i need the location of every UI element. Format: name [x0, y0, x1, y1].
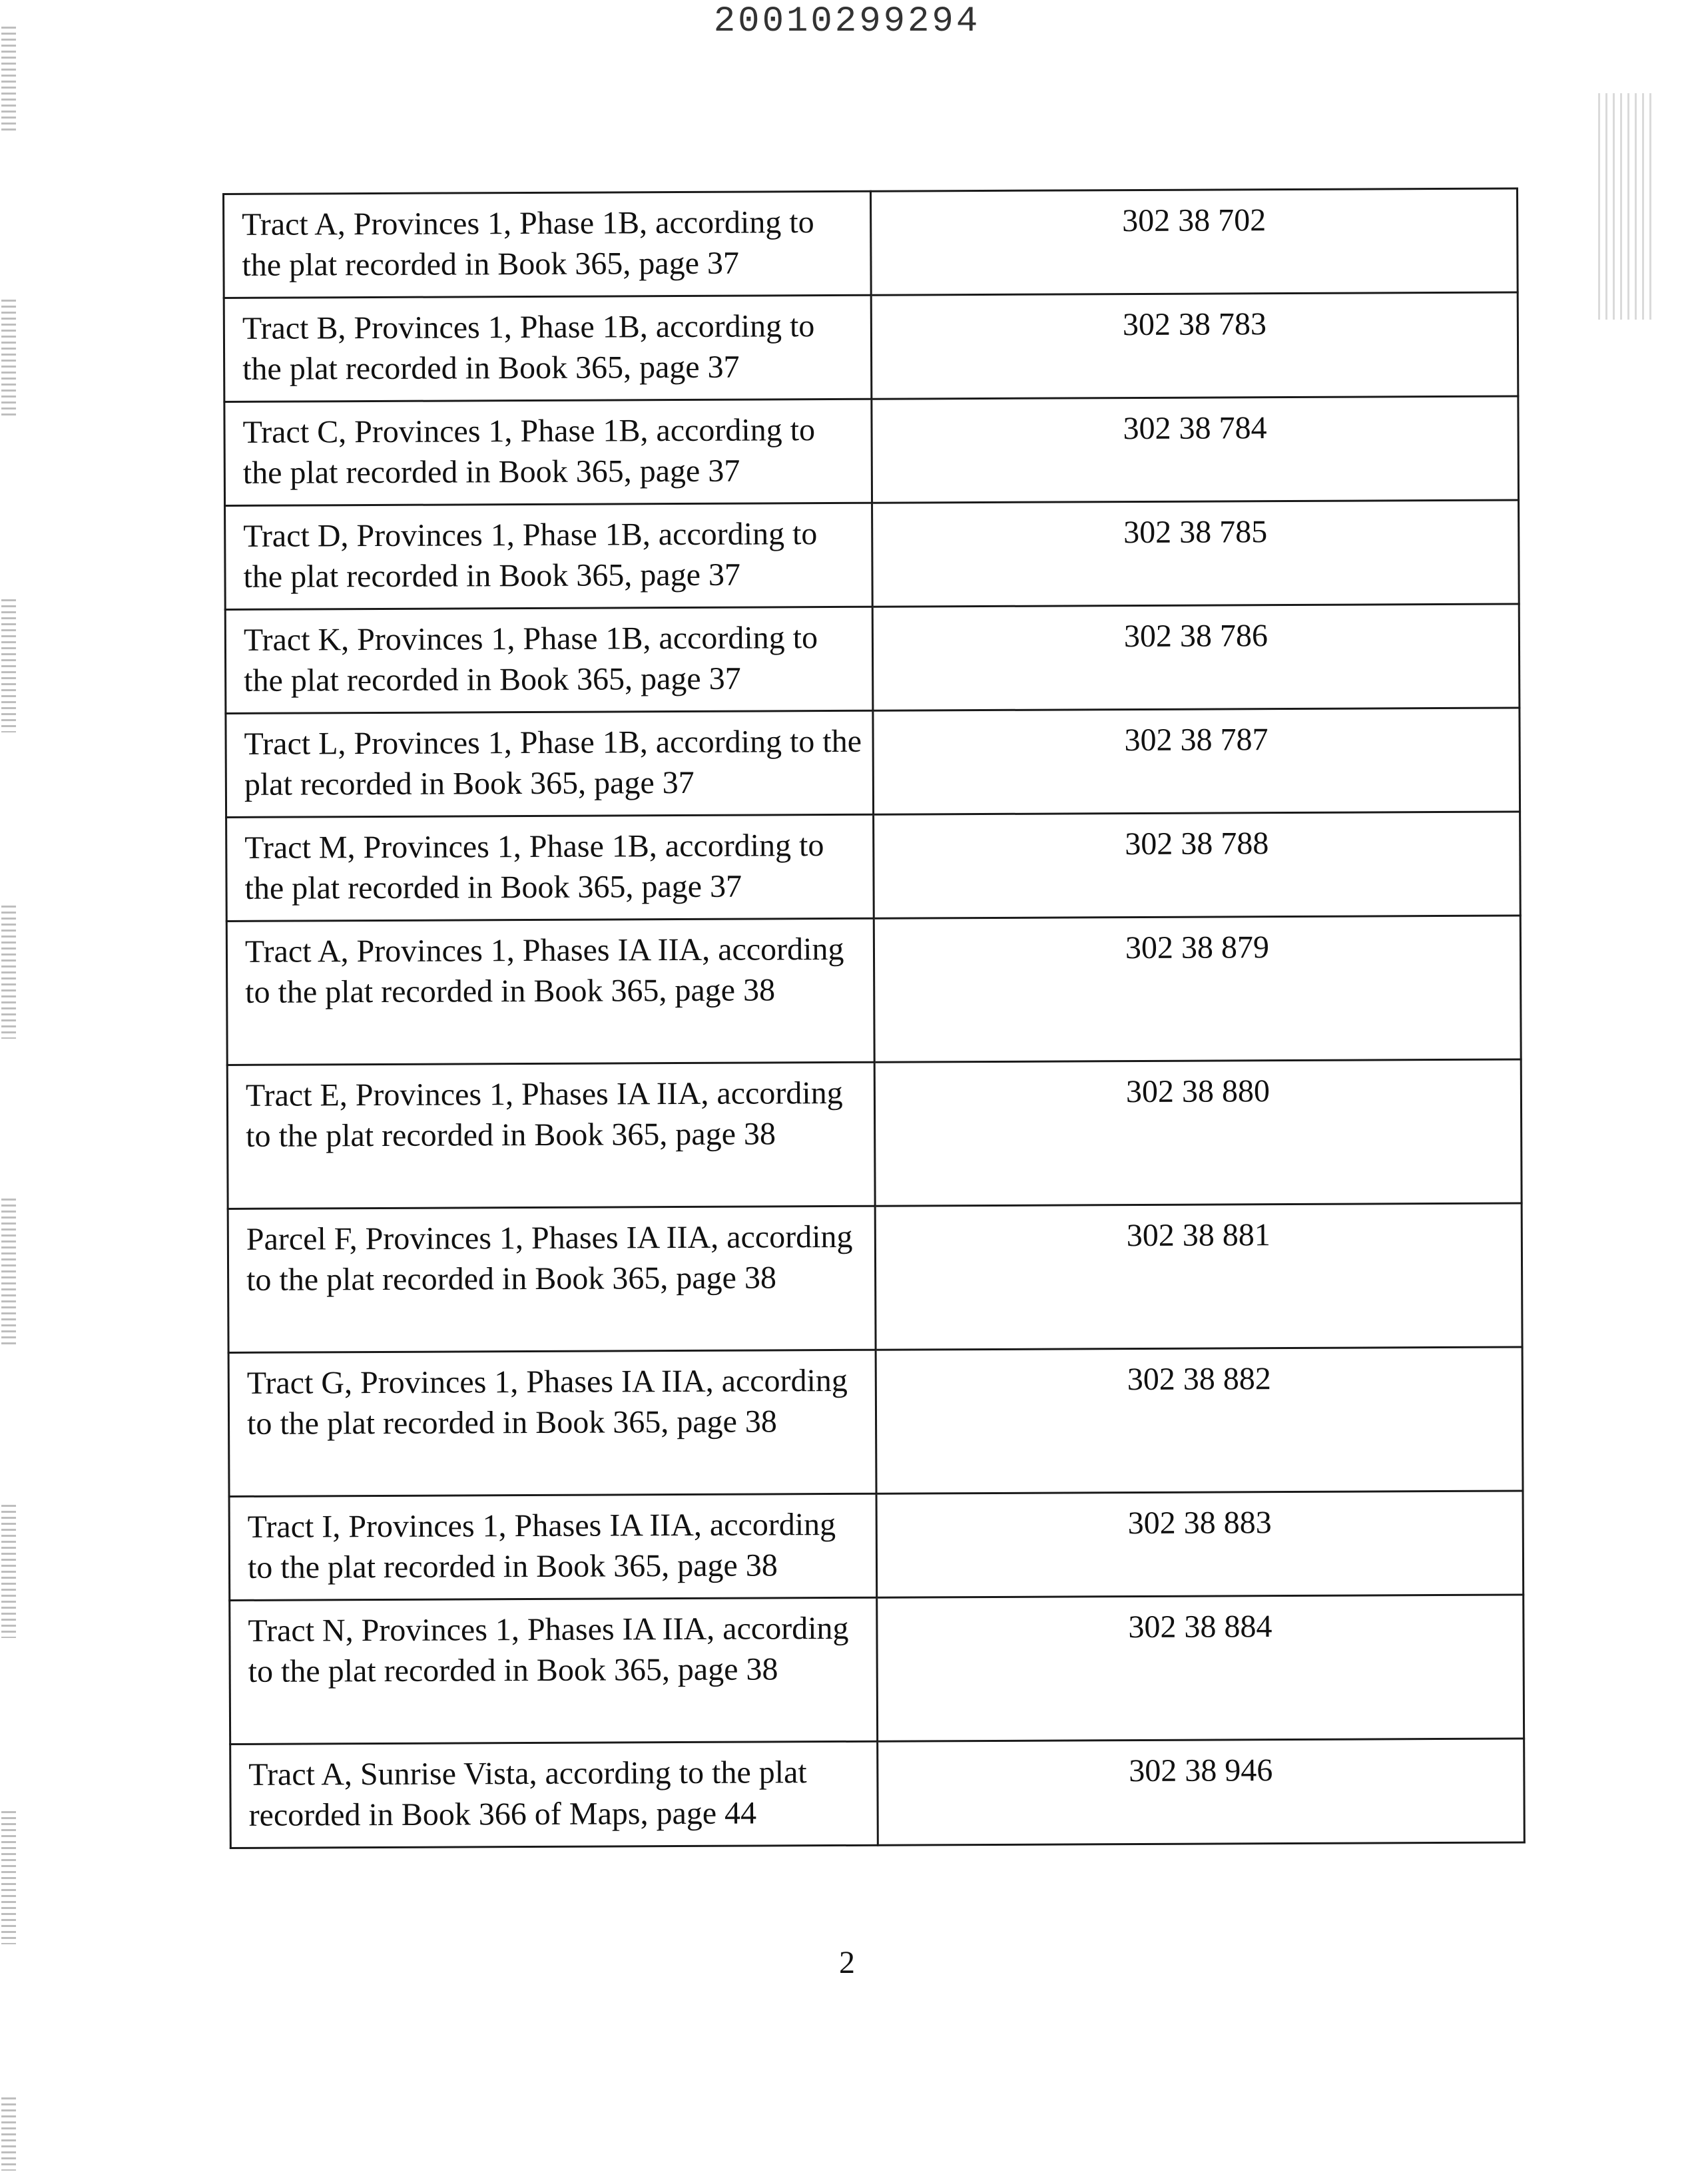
- page-number: 2: [839, 1945, 855, 1980]
- scan-edge-noise: [1, 27, 16, 133]
- parcel-description: Tract A, Sunrise Vista, according to the plat recorded in Book 366 of Maps, page 44: [230, 1741, 878, 1848]
- parcel-description: Tract C, Provinces 1, Phase 1B, according to the plat recorded in Book 365, page 37: [224, 399, 872, 505]
- parcel-description: Tract D, Provinces 1, Phase 1B, according to the plat recorded in Book 365, page 37: [225, 503, 873, 609]
- parcel-number: 302 38 880: [874, 1059, 1522, 1206]
- parcel-number: 302 38 787: [873, 708, 1520, 814]
- parcel-number: 302 38 879: [874, 916, 1521, 1062]
- scan-edge-noise: [1, 2097, 16, 2171]
- document-number: 20010299294: [713, 1, 981, 42]
- table-row: [224, 292, 1518, 402]
- parcel-number: 302 38 883: [876, 1491, 1524, 1597]
- table-row: [225, 500, 1520, 609]
- parcel-description: Tract M, Provinces 1, Phase 1B, according to the plat recorded in Book 365, page 37: [226, 814, 874, 921]
- parcel-number: 302 38 702: [870, 188, 1518, 295]
- parcel-description: Tract A, Provinces 1, Phase 1B, according to the plat recorded in Book 365, page 37: [224, 191, 872, 298]
- parcel-number: 302 38 946: [878, 1739, 1525, 1845]
- table-row: [226, 708, 1520, 817]
- parcel-description: Tract G, Provinces 1, Phases IA IIA, according to the plat recorded in Book 365, page 38: [228, 1350, 876, 1496]
- table-row: [230, 1595, 1524, 1744]
- scan-edge-noise: [1, 1811, 16, 1944]
- parcel-description: Tract K, Provinces 1, Phase 1B, according to the plat recorded in Book 365, page 37: [225, 607, 873, 713]
- scan-edge-noise: [1, 300, 16, 419]
- parcel-description: Parcel F, Provinces 1, Phases IA IIA, according to the plat recorded in Book 365, page 38: [228, 1206, 876, 1352]
- parcel-description: Tract I, Provinces 1, Phases IA IIA, according to the plat recorded in Book 365, page 38: [229, 1494, 877, 1600]
- parcel-number: 302 38 881: [875, 1203, 1522, 1350]
- parcel-number: 302 38 784: [872, 396, 1519, 503]
- table-row: [227, 1059, 1522, 1209]
- parcel-number: 302 38 882: [876, 1347, 1523, 1494]
- parcel-number: 302 38 785: [872, 500, 1520, 607]
- scan-edge-noise: [1, 599, 16, 732]
- table-row: [228, 1347, 1523, 1496]
- parcel-description: Tract L, Provinces 1, Phase 1B, according to the plat recorded in Book 365, page 37: [226, 710, 874, 817]
- parcel-description: Tract A, Provinces 1, Phases IA IIA, according to the plat recorded in Book 365, page 38: [226, 918, 874, 1065]
- scan-edge-noise: [1, 906, 16, 1039]
- parcel-description: Tract N, Provinces 1, Phases IA IIA, according to the plat recorded in Book 365, page 38: [230, 1597, 878, 1744]
- parcel-number: 302 38 783: [871, 292, 1518, 399]
- table-row: [225, 604, 1520, 713]
- table-row: [224, 188, 1518, 298]
- parcel-table: [222, 188, 1526, 1849]
- table-row: [228, 1203, 1522, 1352]
- parcel-number: 302 38 786: [872, 604, 1520, 710]
- parcel-description: Tract B, Provinces 1, Phase 1B, according to the plat recorded in Book 365, page 37: [224, 295, 872, 402]
- scan-edge-noise: [1, 1199, 16, 1345]
- recording-stamp-marks: [1598, 93, 1651, 320]
- table-row: [226, 916, 1521, 1065]
- parcel-number: 302 38 884: [877, 1595, 1524, 1741]
- table-row: [229, 1491, 1524, 1600]
- scan-edge-noise: [1, 1505, 16, 1638]
- table-row: [230, 1739, 1525, 1848]
- parcel-number: 302 38 788: [874, 812, 1521, 918]
- table-row: [224, 396, 1519, 505]
- table-row: [226, 812, 1521, 921]
- parcel-description: Tract E, Provinces 1, Phases IA IIA, according to the plat recorded in Book 365, page 38: [227, 1062, 875, 1209]
